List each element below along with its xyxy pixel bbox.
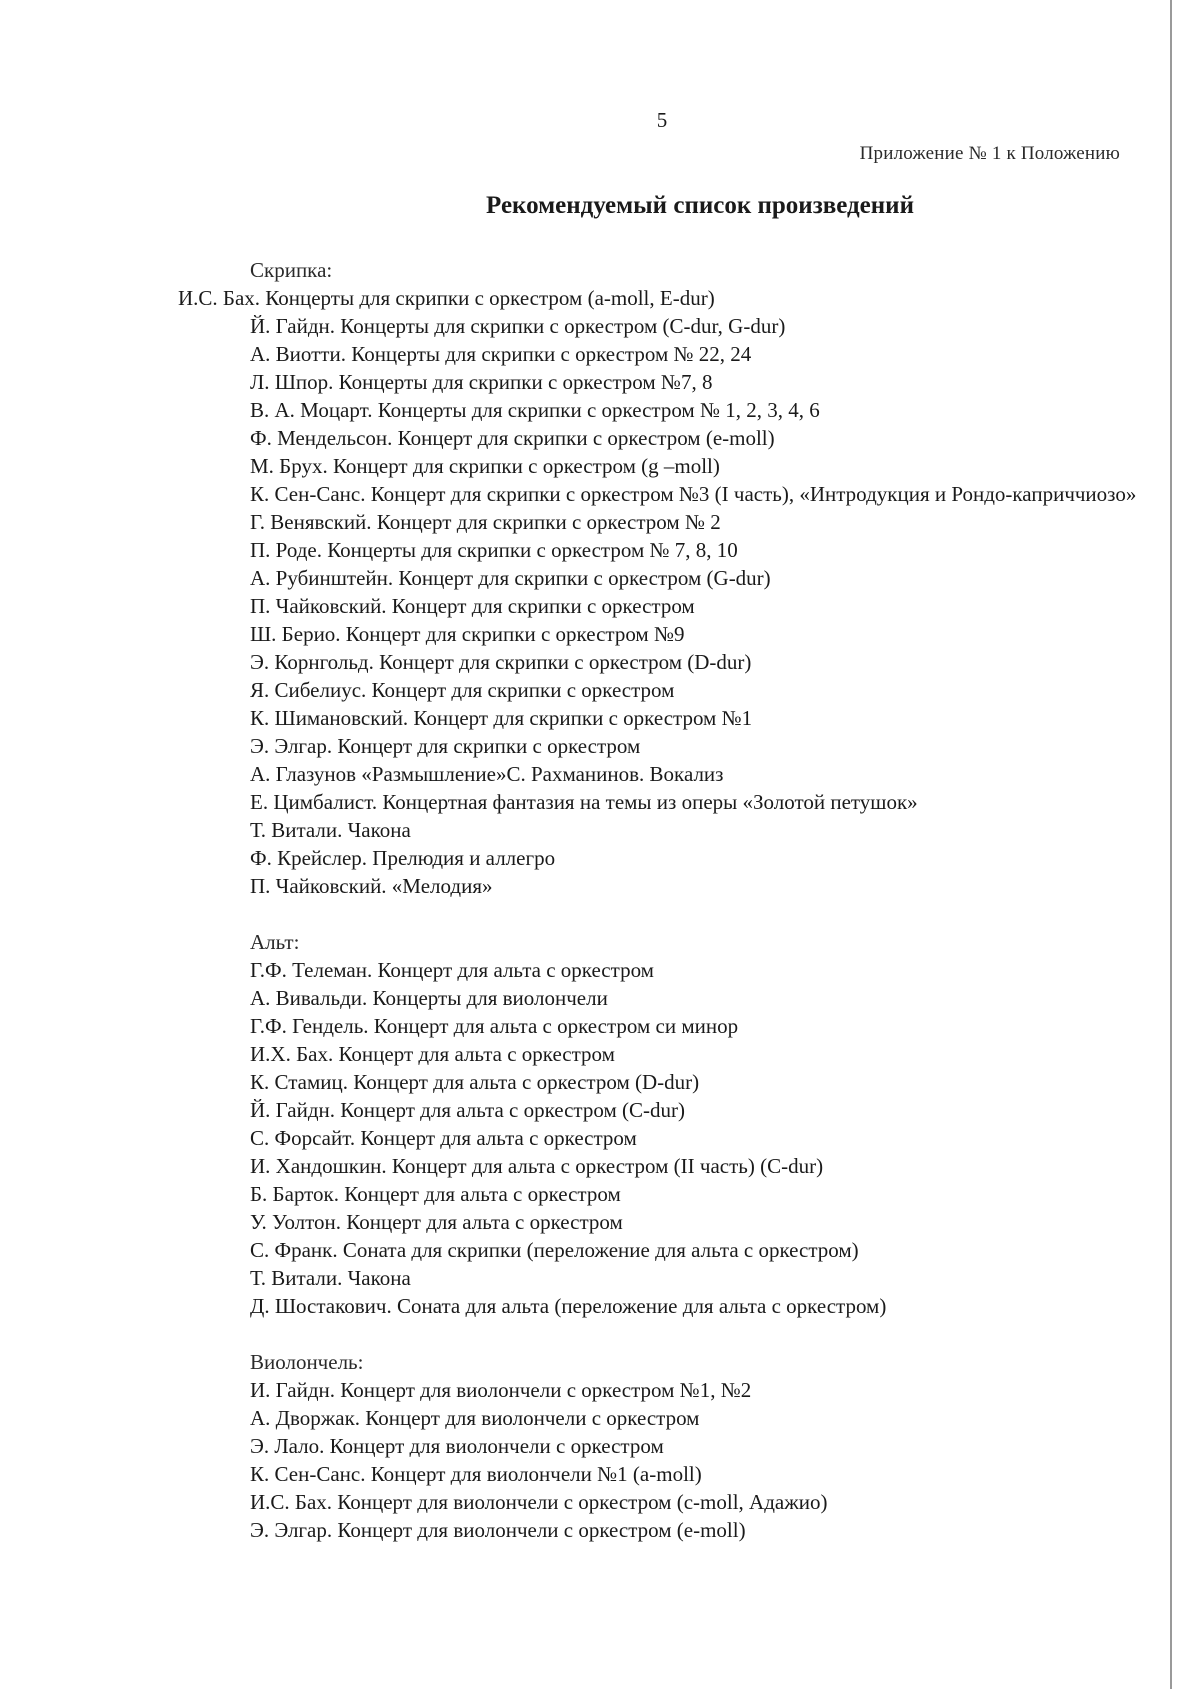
list-item: И.Х. Бах. Концерт для альта с оркестром [250,1042,615,1066]
list-item: Ф. Крейслер. Прелюдия и аллегро [250,846,556,870]
list-item: Я. Сибелиус. Концерт для скрипки с оркестром [250,678,675,702]
list-item: Ш. Берио. Концерт для скрипки с оркестром №9 [250,622,685,646]
list-item: Е. Цимбалист. Концертная фантазия на темы из оперы «Золотой петушок» [250,790,918,814]
list-item: А. Вивальди. Концерты для виолончели [250,986,608,1010]
section-heading: Скрипка: [250,258,333,282]
section-violin [178,256,1146,900]
list-item: П. Роде. Концерты для скрипки с оркестром № 7, 8, 10 [250,538,738,562]
list-item: У. Уолтон. Концерт для альта с оркестром [250,1210,623,1234]
list-item: Й. Гайдн. Концерты для скрипки с оркестром (C-dur, G-dur) [250,314,786,338]
list-item: С. Франк. Соната для скрипки (переложение для альта с оркестром) [250,1238,859,1262]
works-list [178,256,1146,1572]
list-item: Г.Ф. Телеман. Концерт для альта с оркестром [250,958,654,982]
appendix-label: Приложение № 1 к Положению [859,143,1120,164]
list-item: П. Чайковский. Концерт для скрипки с оркестром [250,594,695,618]
page-edge-rule [1170,0,1172,1689]
list-item: Э. Элгар. Концерт для скрипки с оркестром [250,734,641,758]
list-item: Й. Гайдн. Концерт для альта с оркестром (C-dur) [250,1098,685,1122]
list-item: А. Виотти. Концерты для скрипки с оркестром № 22, 24 [250,342,752,366]
list-item: К. Шимановский. Концерт для скрипки с оркестром №1 [250,706,753,730]
list-item: И.С. Бах. Концерты для скрипки с оркестром (a-moll, E-dur) [178,286,715,310]
list-item: Г. Венявский. Концерт для скрипки с оркестром № 2 [250,510,721,534]
list-item: В. А. Моцарт. Концерты для скрипки с оркестром № 1, 2, 3, 4, 6 [250,398,820,422]
document-title: Рекомендуемый список произведений [486,192,914,219]
list-item: Л. Шпор. Концерты для скрипки с оркестром №7, 8 [250,370,713,394]
list-item: Э. Элгар. Концерт для виолончели с оркестром (e-moll) [250,1518,746,1542]
list-item: А. Глазунов «Размышление»С. Рахманинов. Вокализ [250,762,724,786]
list-item: П. Чайковский. «Мелодия» [250,874,493,898]
list-item: С. Форсайт. Концерт для альта с оркестром [250,1126,637,1150]
list-item: И. Гайдн. Концерт для виолончели с оркестром №1, №2 [250,1378,752,1402]
section-heading: Альт: [250,930,300,954]
section-cello [178,1348,1146,1544]
list-item: Г.Ф. Гендель. Концерт для альта с оркестром си минор [250,1014,739,1038]
list-item: Э. Корнгольд. Концерт для скрипки с оркестром (D-dur) [250,650,752,674]
list-item: Б. Барток. Концерт для альта с оркестром [250,1182,621,1206]
list-item: Д. Шостакович. Соната для альта (переложение для альта с оркестром) [250,1294,887,1318]
section-viola [178,928,1146,1320]
list-item: И.С. Бах. Концерт для виолончели с оркестром (c-moll, Адажио) [250,1490,828,1514]
list-item: Т. Витали. Чакона [250,818,411,842]
list-item: К. Стамиц. Концерт для альта с оркестром (D-dur) [250,1070,700,1094]
list-item: К. Сен-Санс. Концерт для виолончели №1 (a-moll) [250,1462,702,1486]
list-item: А. Дворжак. Концерт для виолончели с оркестром [250,1406,700,1430]
list-item: Т. Витали. Чакона [250,1266,411,1290]
page-number: 5 [656,108,668,132]
list-item: К. Сен-Санс. Концерт для скрипки с оркестром №3 (I часть), «Интродукция и Рондо-каприччиозо» [250,482,1137,506]
list-item: И. Хандошкин. Концерт для альта с оркестром (II часть) (C-dur) [250,1154,824,1178]
section-heading: Виолончель: [250,1350,364,1374]
list-item: Ф. Мендельсон. Концерт для скрипки с оркестром (e-moll) [250,426,775,450]
list-item: Э. Лало. Концерт для виолончели с оркестром [250,1434,664,1458]
list-item: М. Брух. Концерт для скрипки с оркестром (g –moll) [250,454,720,478]
list-item: А. Рубинштейн. Концерт для скрипки с оркестром (G-dur) [250,566,771,590]
